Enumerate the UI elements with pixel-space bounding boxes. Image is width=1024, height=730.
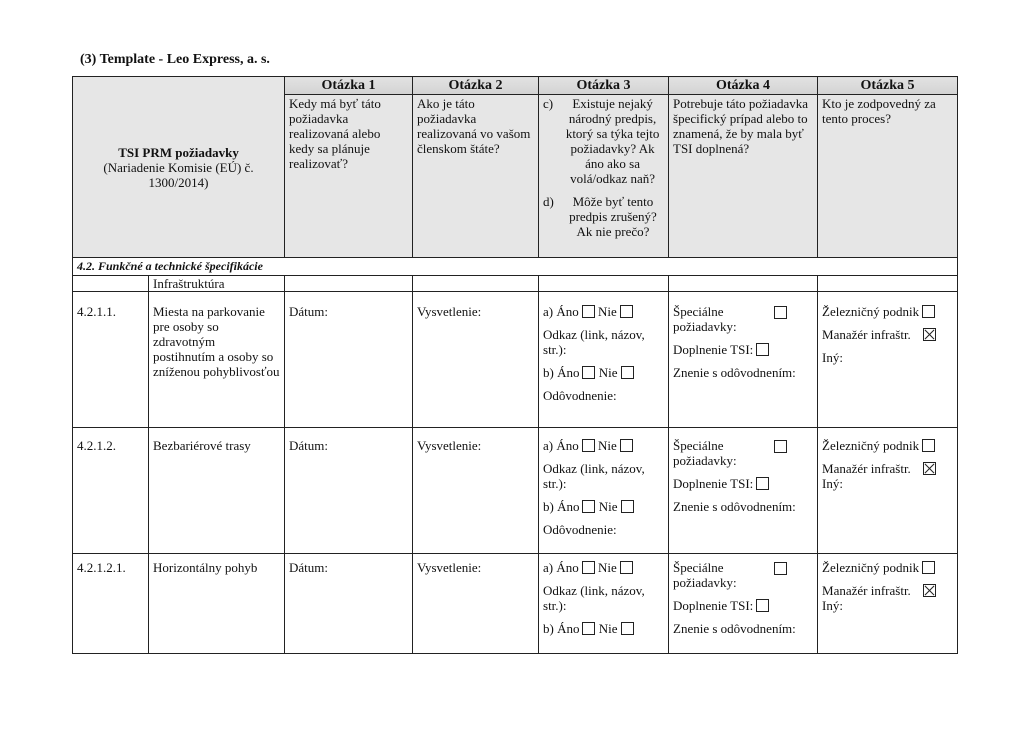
row-name: Horizontálny pohyb [149, 554, 285, 654]
checkbox-b-nie[interactable] [621, 500, 634, 513]
tsi-requirements-header [73, 77, 285, 258]
question-5-answer: Železničný podnik Manažér infraštr. Iný: [818, 292, 958, 428]
wording-field[interactable]: Znenie s odôvodnením: [673, 621, 796, 636]
checkbox-infrastructure-manager-checked[interactable] [923, 328, 936, 341]
justification-field[interactable]: Odôvodnenie: [543, 522, 617, 537]
question-5-label: Otázka 5 [818, 77, 958, 95]
other-field[interactable]: Iný: [822, 350, 843, 365]
checkbox-a-nie[interactable] [620, 439, 633, 452]
checkbox-special-requirements[interactable] [774, 440, 787, 453]
table-row [73, 554, 958, 654]
other-field[interactable]: Iný: [822, 476, 843, 491]
checkbox-a-ano[interactable] [582, 305, 595, 318]
checkbox-tsi-supplement[interactable] [756, 477, 769, 490]
checkbox-tsi-supplement[interactable] [756, 343, 769, 356]
checkbox-a-nie[interactable] [620, 305, 633, 318]
question-3c-text: Existuje nejaký národný predpis, ktorý sa týka tejto požiadavky? Ak áno ako sa volá/odkaz naň? [565, 96, 660, 186]
question-3c-letter: c) [543, 96, 554, 111]
question-3-answer: a) Áno Nie Odkaz (link, názov, str.): b) Áno Nie [539, 554, 669, 654]
question-4-answer: Špeciálne požiadavky: Doplnenie TSI: Znenie s odôvodnením: [669, 292, 818, 428]
date-field[interactable]: Dátum: [285, 292, 413, 428]
checkbox-tsi-supplement[interactable] [756, 599, 769, 612]
justification-field[interactable]: Odôvodnenie: [543, 388, 617, 403]
section-title: 4.2. Funkčné a technické špecifikácie [73, 258, 958, 276]
checkbox-b-nie[interactable] [621, 622, 634, 635]
other-field[interactable]: Iný: [822, 598, 843, 613]
question-4-answer: Špeciálne požiadavky: Doplnenie TSI: Znenie s odôvodnením: [669, 554, 818, 654]
question-4-label: Otázka 4 [669, 77, 818, 95]
question-3d-text: Môže byť tento predpis zrušený? Ak nie prečo? [569, 194, 657, 239]
checkbox-b-nie[interactable] [621, 366, 634, 379]
question-5-answer: Železničný podnik Manažér infraštr. Iný: [818, 554, 958, 654]
tsi-header-regulation: (Nariadenie Komisie (EÚ) č. 1300/2014) [103, 159, 254, 190]
question-3-label: Otázka 3 [539, 77, 669, 95]
checkbox-railway-undertaking[interactable] [922, 305, 935, 318]
explanation-field[interactable]: Vysvetlenie: [413, 428, 539, 554]
checkbox-infrastructure-manager-checked[interactable] [923, 462, 936, 475]
checkbox-b-ano[interactable] [582, 500, 595, 513]
question-3-answer: a) Áno Nie Odkaz (link, názov, str.): b) Áno Nie Odôvodnenie: [539, 292, 669, 428]
table-row [73, 292, 958, 428]
document-title: (3) Template - Leo Express, a. s. [80, 52, 270, 67]
reference-field[interactable]: Odkaz (link, názov, str.): [543, 461, 645, 491]
question-2-text: Ako je táto požiadavka realizovaná vo vašom členskom štáte? [413, 95, 539, 258]
checkbox-b-ano[interactable] [582, 622, 595, 635]
question-2-label: Otázka 2 [413, 77, 539, 95]
date-field[interactable]: Dátum: [285, 554, 413, 654]
table-row [73, 428, 958, 554]
wording-field[interactable]: Znenie s odôvodnením: [673, 499, 796, 514]
checkbox-railway-undertaking[interactable] [922, 439, 935, 452]
checkbox-a-ano[interactable] [582, 439, 595, 452]
row-name: Bezbariérové trasy [149, 428, 285, 554]
reference-field[interactable]: Odkaz (link, názov, str.): [543, 327, 645, 357]
checkbox-special-requirements[interactable] [774, 306, 787, 319]
checkbox-railway-undertaking[interactable] [922, 561, 935, 574]
checkbox-infrastructure-manager-checked[interactable] [923, 584, 936, 597]
question-3-answer: a) Áno Nie Odkaz (link, názov, str.): b) Áno Nie Odôvodnenie: [539, 428, 669, 554]
tsi-header-title: TSI PRM požiadavky [118, 144, 239, 160]
checkbox-a-nie[interactable] [620, 561, 633, 574]
explanation-field[interactable]: Vysvetlenie: [413, 292, 539, 428]
question-5-answer: Železničný podnik Manažér infraštr. Iný: [818, 428, 958, 554]
row-code: 4.2.1.1. [73, 292, 149, 428]
reference-field[interactable]: Odkaz (link, názov, str.): [543, 583, 645, 613]
question-5-text: Kto je zodpovedný za tento proces? [818, 95, 958, 258]
wording-field[interactable]: Znenie s odôvodnením: [673, 365, 796, 380]
row-name: Miesta na parkovanie pre osoby so zdravotným postihnutím a osoby so zníženou pohyblivosťou [149, 292, 285, 428]
question-3-text [539, 95, 669, 258]
checkbox-b-ano[interactable] [582, 366, 595, 379]
date-field[interactable]: Dátum: [285, 428, 413, 554]
subsection-infrastructure: Infraštruktúra [149, 276, 285, 292]
row-code: 4.2.1.2. [73, 428, 149, 554]
question-1-text: Kedy má byť táto požiadavka realizovaná alebo kedy sa plánuje realizovať? [285, 95, 413, 258]
tsi-questionnaire-table [72, 76, 958, 654]
row-code: 4.2.1.2.1. [73, 554, 149, 654]
explanation-field[interactable]: Vysvetlenie: [413, 554, 539, 654]
infra-empty-cell [73, 276, 149, 292]
question-3d-letter: d) [543, 194, 554, 209]
question-1-label: Otázka 1 [285, 77, 413, 95]
question-4-text: Potrebuje táto požiadavka špecifický prípad alebo to znamená, že by mala byť TSI doplnená? [669, 95, 818, 258]
checkbox-a-ano[interactable] [582, 561, 595, 574]
question-4-answer: Špeciálne požiadavky: Doplnenie TSI: Znenie s odôvodnením: [669, 428, 818, 554]
checkbox-special-requirements[interactable] [774, 562, 787, 575]
